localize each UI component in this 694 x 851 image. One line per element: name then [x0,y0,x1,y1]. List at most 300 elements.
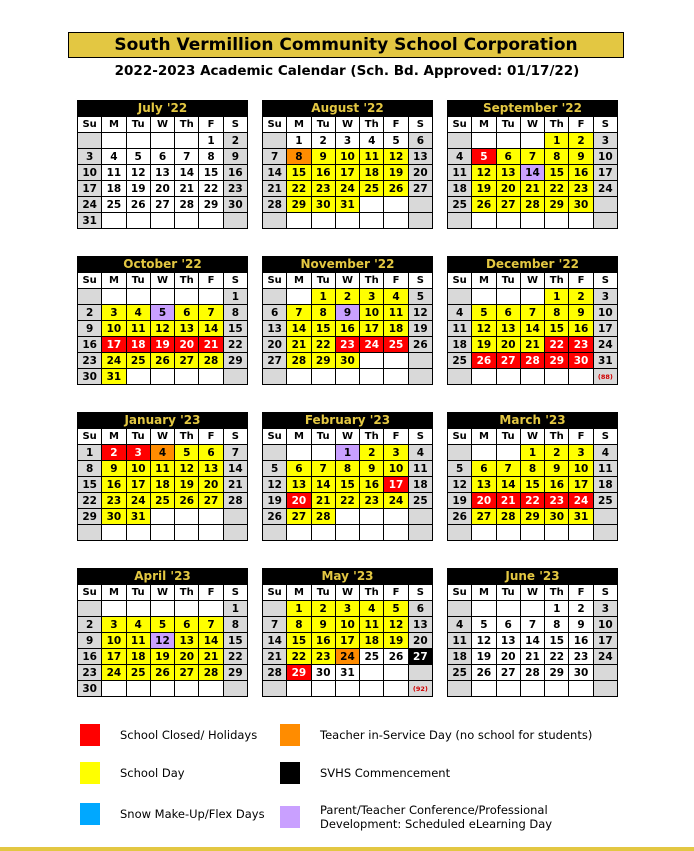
day-cell: 9 [336,305,360,321]
empty-cell [521,601,545,617]
legend-item-commencement [280,762,450,784]
day-cell: 28 [263,665,287,681]
day-cell: 31 [569,509,593,525]
empty-cell [199,289,223,305]
empty-cell [384,525,408,541]
day-cell: 17 [78,181,102,197]
month-calendar [447,568,618,697]
weekday-header: M [102,429,126,445]
day-cell: 27 [409,181,433,197]
weekday-header: M [287,273,311,289]
empty-cell [545,213,569,229]
day-cell: 4 [448,149,472,165]
day-cell: 31 [127,509,151,525]
day-cell: 25 [384,337,408,353]
day-cell: 15 [336,477,360,493]
empty-cell [409,213,433,229]
empty-cell [312,525,336,541]
day-cell: 28 [199,353,223,369]
day-cell: 1 [312,289,336,305]
day-cell: 15 [545,321,569,337]
day-cell: 10 [594,149,618,165]
day-cell: 21 [287,337,311,353]
day-cell: 12 [263,477,287,493]
month-calendar [77,256,248,385]
empty-cell [127,369,151,385]
day-cell: 22 [521,493,545,509]
day-cell: 20 [472,493,496,509]
day-cell: 14 [497,477,521,493]
weekday-header: Su [263,273,287,289]
day-cell: 28 [224,493,248,509]
day-cell: 19 [472,649,496,665]
day-cell: 29 [545,353,569,369]
day-cell: 1 [78,445,102,461]
empty-cell [360,369,384,385]
day-cell: 9 [312,617,336,633]
weekday-header: Th [360,585,384,601]
weekday-header: W [151,585,175,601]
day-cell: 21 [263,181,287,197]
empty-cell [336,525,360,541]
weekday-header: F [199,429,223,445]
day-cell: 1 [287,601,311,617]
day-cell: 23 [336,337,360,353]
day-cell: 12 [384,617,408,633]
day-cell: 14 [521,633,545,649]
weekday-header: Th [545,429,569,445]
day-cell: 15 [287,165,311,181]
day-cell: 4 [360,133,384,149]
empty-cell [336,509,360,525]
day-cell: 17 [569,477,593,493]
day-cell: 10 [384,461,408,477]
empty-cell [448,601,472,617]
weekday-header: S [224,429,248,445]
day-cell: 16 [78,337,102,353]
day-cell: 12 [384,149,408,165]
day-cell: 21 [175,181,199,197]
day-cell: 19 [151,337,175,353]
day-cell: 17 [336,165,360,181]
month-title: April '23 [77,568,248,584]
day-cell: 20 [151,181,175,197]
empty-cell [263,681,287,697]
day-cell: 27 [472,509,496,525]
day-cell: 12 [409,305,433,321]
day-cell: 22 [287,181,311,197]
day-cell: 23 [569,649,593,665]
day-cell: 7 [224,445,248,461]
weekday-header: Su [448,273,472,289]
day-cell: 16 [78,649,102,665]
empty-cell [287,213,311,229]
day-cell: 11 [448,633,472,649]
empty-cell [127,525,151,541]
day-cell: 16 [336,321,360,337]
empty-cell [127,289,151,305]
day-cell: 7 [521,149,545,165]
day-cell: 16 [102,477,126,493]
day-cell: 4 [594,445,618,461]
weekday-header: W [151,429,175,445]
empty-cell [199,525,223,541]
day-cell: 2 [360,445,384,461]
day-cell: 30 [569,197,593,213]
day-cell: 24 [569,493,593,509]
day-cell: 5 [472,617,496,633]
empty-cell [448,133,472,149]
legend-item-conference [280,803,580,831]
day-cell: 1 [224,601,248,617]
day-cell: 30 [312,197,336,213]
day-cell: 10 [102,321,126,337]
day-cell: 27 [199,493,223,509]
weekday-header: Tu [497,273,521,289]
empty-cell [384,353,408,369]
day-cell: 18 [448,181,472,197]
day-cell: 26 [151,665,175,681]
empty-cell [336,213,360,229]
weekday-header: M [102,273,126,289]
empty-cell [263,213,287,229]
empty-cell [497,525,521,541]
weekday-header: F [569,117,593,133]
day-cell: 2 [545,445,569,461]
day-cell: 11 [448,165,472,181]
weekday-header: Su [78,585,102,601]
day-cell: 5 [263,461,287,477]
empty-cell [360,197,384,213]
empty-cell [384,665,408,681]
month-calendar [77,412,248,541]
day-cell: 10 [78,165,102,181]
day-cell: 3 [384,445,408,461]
empty-cell [287,445,311,461]
weekday-header: Th [545,585,569,601]
empty-cell [448,289,472,305]
day-cell: 25 [594,493,618,509]
month-calendar [447,100,618,229]
empty-cell [312,213,336,229]
legend-swatch [280,724,300,746]
day-cell: 24 [384,493,408,509]
day-cell: 19 [175,477,199,493]
day-cell: 17 [384,477,408,493]
day-cell: 27 [497,353,521,369]
weekday-header: Su [78,273,102,289]
empty-cell [497,369,521,385]
day-cell: 5 [384,133,408,149]
empty-cell [78,289,102,305]
weekday-header: W [336,273,360,289]
weekday-header: M [472,585,496,601]
day-cell: 19 [127,181,151,197]
day-cell: 10 [594,617,618,633]
day-cell: 19 [472,337,496,353]
day-cell: 1 [224,289,248,305]
day-cell: 30 [312,665,336,681]
weekday-header: F [569,273,593,289]
day-cell: 15 [545,165,569,181]
day-cell: 4 [448,305,472,321]
month-title: May '23 [262,568,433,584]
day-cell: 3 [336,601,360,617]
day-cell: 7 [263,149,287,165]
empty-cell [594,681,618,697]
weekday-header: S [409,273,433,289]
weekday-header: Su [78,117,102,133]
weekday-header: M [287,117,311,133]
day-cell: 23 [224,181,248,197]
day-cell: 15 [199,165,223,181]
day-cell: 14 [287,321,311,337]
weekday-header: Tu [312,585,336,601]
day-cell: 2 [102,445,126,461]
day-cell: 23 [78,353,102,369]
legend-label: Parent/Teacher Conference/Professional Development: Scheduled eLearning Day [320,803,553,831]
empty-cell [472,133,496,149]
empty-cell [151,601,175,617]
empty-cell [224,681,248,697]
empty-cell [472,601,496,617]
day-cell: 6 [497,149,521,165]
day-cell: 6 [497,305,521,321]
month-title: September '22 [447,100,618,116]
day-cell: 29 [78,509,102,525]
empty-cell [409,197,433,213]
day-cell: 30 [102,509,126,525]
day-cell: 19 [384,165,408,181]
empty-cell [594,213,618,229]
empty-cell [448,369,472,385]
empty-cell [384,213,408,229]
day-cell: 31 [78,213,102,229]
day-cell: 9 [224,149,248,165]
day-cell: 1 [545,133,569,149]
empty-cell [472,289,496,305]
day-cell: 8 [545,617,569,633]
weekday-header: Tu [312,117,336,133]
empty-cell [521,133,545,149]
day-cell: 21 [521,649,545,665]
day-cell: 6 [409,133,433,149]
legend-item-school [80,762,185,784]
day-cell: 18 [151,477,175,493]
title-text: South Vermillion Community School Corporation [114,35,578,55]
day-cell: 3 [594,133,618,149]
day-cell: 1 [199,133,223,149]
day-cell: 27 [287,509,311,525]
day-cell: 24 [127,493,151,509]
weekday-header: S [409,429,433,445]
day-cell: 22 [224,337,248,353]
empty-cell [497,213,521,229]
empty-cell [224,369,248,385]
day-cell: 19 [472,181,496,197]
day-cell: 15 [545,633,569,649]
weekday-header: Su [78,429,102,445]
weekday-header: F [569,585,593,601]
day-cell: 21 [199,649,223,665]
day-cell: 14 [521,165,545,181]
day-cell: 9 [360,461,384,477]
day-cell: 22 [545,181,569,197]
day-cell: 2 [336,289,360,305]
day-cell: 22 [336,493,360,509]
day-cell: 14 [175,165,199,181]
day-cell: 12 [472,633,496,649]
weekday-header: Tu [497,585,521,601]
legend-item-closed [80,724,257,746]
day-cell: 23 [78,665,102,681]
day-cell: 26 [384,181,408,197]
day-cell: 2 [312,601,336,617]
empty-cell [472,369,496,385]
empty-cell [151,509,175,525]
empty-cell [472,445,496,461]
weekday-header: M [472,429,496,445]
empty-cell [448,445,472,461]
day-cell: 6 [175,305,199,321]
day-cell: 4 [448,617,472,633]
day-cell: 25 [151,493,175,509]
legend-label: School Closed/ Holidays [120,728,258,742]
day-cell: 19 [409,321,433,337]
weekday-header: F [384,273,408,289]
day-cell: 29 [287,665,311,681]
day-cell: 25 [127,353,151,369]
day-cell: 25 [360,181,384,197]
day-cell: 15 [224,321,248,337]
day-cell: 2 [78,617,102,633]
day-cell: 2 [224,133,248,149]
day-cell: 2 [78,305,102,321]
day-count-note: (88) [594,369,618,385]
empty-cell [263,601,287,617]
day-cell: 16 [569,165,593,181]
legend-swatch [80,724,100,746]
day-cell: 22 [224,649,248,665]
day-cell: 25 [360,649,384,665]
weekday-header: Su [448,429,472,445]
empty-cell [448,681,472,697]
day-cell: 23 [312,649,336,665]
day-cell: 11 [448,321,472,337]
weekday-header: Th [175,429,199,445]
weekday-header: W [336,429,360,445]
empty-cell [360,213,384,229]
day-cell: 16 [545,477,569,493]
day-cell: 20 [409,633,433,649]
day-cell: 16 [224,165,248,181]
day-cell: 27 [497,197,521,213]
day-cell: 13 [497,633,521,649]
day-cell: 29 [199,197,223,213]
empty-cell [199,681,223,697]
day-cell: 30 [78,369,102,385]
empty-cell [199,601,223,617]
empty-cell [263,369,287,385]
empty-cell [497,601,521,617]
day-cell: 12 [175,461,199,477]
empty-cell [360,665,384,681]
empty-cell [569,213,593,229]
page-title [68,32,624,58]
empty-cell [521,289,545,305]
day-cell: 29 [521,509,545,525]
empty-cell [521,681,545,697]
day-cell: 21 [263,649,287,665]
day-cell: 20 [175,649,199,665]
empty-cell [199,509,223,525]
day-cell: 2 [312,133,336,149]
day-cell: 18 [127,649,151,665]
day-cell: 20 [287,493,311,509]
legend-swatch [80,803,100,825]
day-cell: 1 [521,445,545,461]
day-cell: 24 [594,181,618,197]
empty-cell [545,525,569,541]
day-cell: 5 [472,305,496,321]
day-cell: 20 [199,477,223,493]
day-cell: 14 [199,321,223,337]
day-cell: 31 [102,369,126,385]
day-cell: 8 [78,461,102,477]
empty-cell [521,525,545,541]
day-cell: 7 [199,305,223,321]
day-cell: 17 [360,321,384,337]
weekday-header: W [521,273,545,289]
day-cell: 20 [175,337,199,353]
empty-cell [312,681,336,697]
day-cell: 10 [336,617,360,633]
day-cell: 25 [127,665,151,681]
day-cell: 14 [224,461,248,477]
day-cell: 14 [263,165,287,181]
day-cell: 22 [199,181,223,197]
weekday-header: Th [360,429,384,445]
day-cell: 4 [360,601,384,617]
day-cell: 8 [312,305,336,321]
day-cell: 20 [409,165,433,181]
empty-cell [545,369,569,385]
weekday-header: W [521,585,545,601]
weekday-header: Su [448,585,472,601]
weekday-header: W [151,117,175,133]
day-cell: 10 [102,633,126,649]
day-cell: 24 [594,649,618,665]
day-cell: 29 [545,665,569,681]
day-cell: 29 [287,197,311,213]
empty-cell [409,665,433,681]
day-cell: 7 [175,149,199,165]
day-cell: 21 [312,493,336,509]
day-cell: 2 [569,289,593,305]
day-cell: 9 [312,149,336,165]
day-cell: 17 [594,633,618,649]
month-title: November '22 [262,256,433,272]
day-cell: 1 [287,133,311,149]
day-cell: 26 [472,197,496,213]
day-cell: 7 [521,305,545,321]
day-cell: 16 [312,165,336,181]
day-cell: 9 [569,149,593,165]
weekday-header: W [336,585,360,601]
day-cell: 8 [521,461,545,477]
day-cell: 5 [384,601,408,617]
day-cell: 3 [336,133,360,149]
